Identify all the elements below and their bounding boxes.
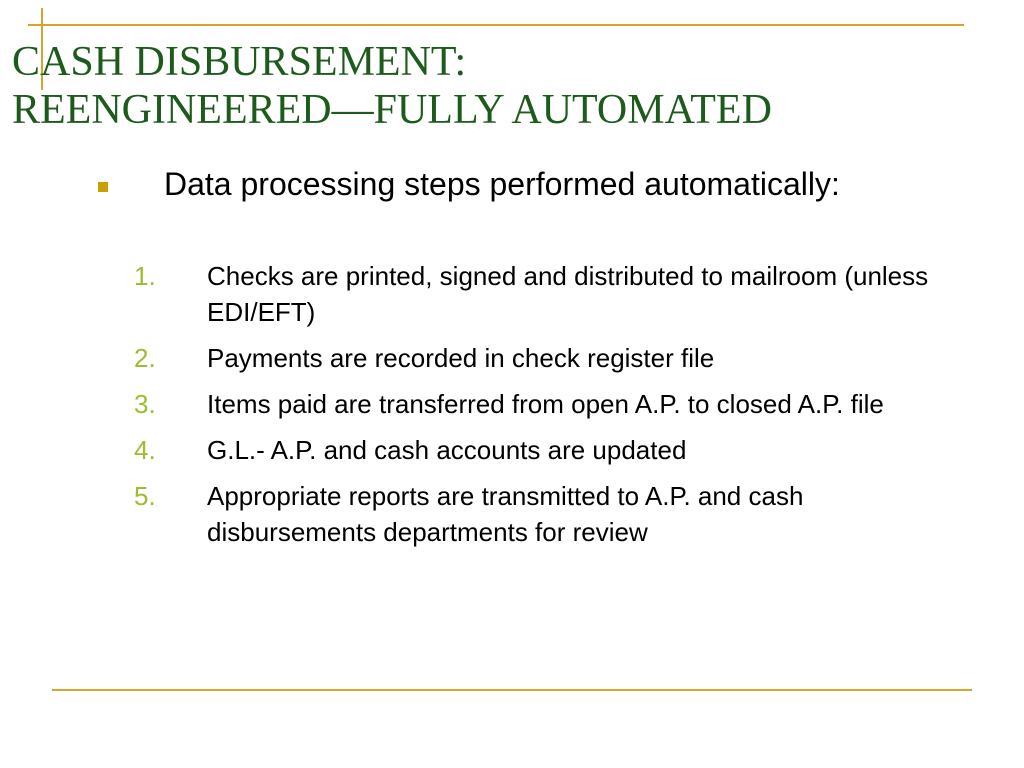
- slide-title: [12, 38, 772, 134]
- step-text: G.L.- A.P. and cash accounts are updated: [207, 435, 687, 465]
- list-item: [134, 478, 954, 550]
- step-number: 2.: [134, 343, 156, 373]
- step-text: Appropriate reports are transmitted to A.P. and cash disbursements departments for review: [207, 481, 804, 547]
- step-text: Items paid are transferred from open A.P. to closed A.P. file: [207, 389, 884, 419]
- slide-title-line-1: CASH DISBURSEMENT:: [12, 39, 467, 85]
- step-text: Payments are recorded in check register file: [207, 343, 715, 373]
- slide-title-line-2: REENGINEERED—FULLY AUTOMATED: [12, 87, 772, 133]
- top-rule: [28, 24, 964, 26]
- square-bullet-icon: [98, 182, 108, 192]
- main-bullet-text: Data processing steps performed automatically:: [164, 166, 840, 202]
- step-number: 3.: [134, 389, 156, 419]
- list-item: [134, 432, 954, 468]
- step-number: 5.: [134, 481, 156, 511]
- list-item: [134, 258, 954, 330]
- step-text: Checks are printed, signed and distributed to mailroom (unless EDI/EFT): [207, 261, 929, 327]
- step-number: 4.: [134, 435, 156, 465]
- bottom-rule: [52, 689, 972, 691]
- step-number: 1.: [134, 261, 156, 291]
- list-item: [134, 386, 954, 422]
- numbered-step-list: [134, 258, 954, 560]
- list-item: [134, 340, 954, 376]
